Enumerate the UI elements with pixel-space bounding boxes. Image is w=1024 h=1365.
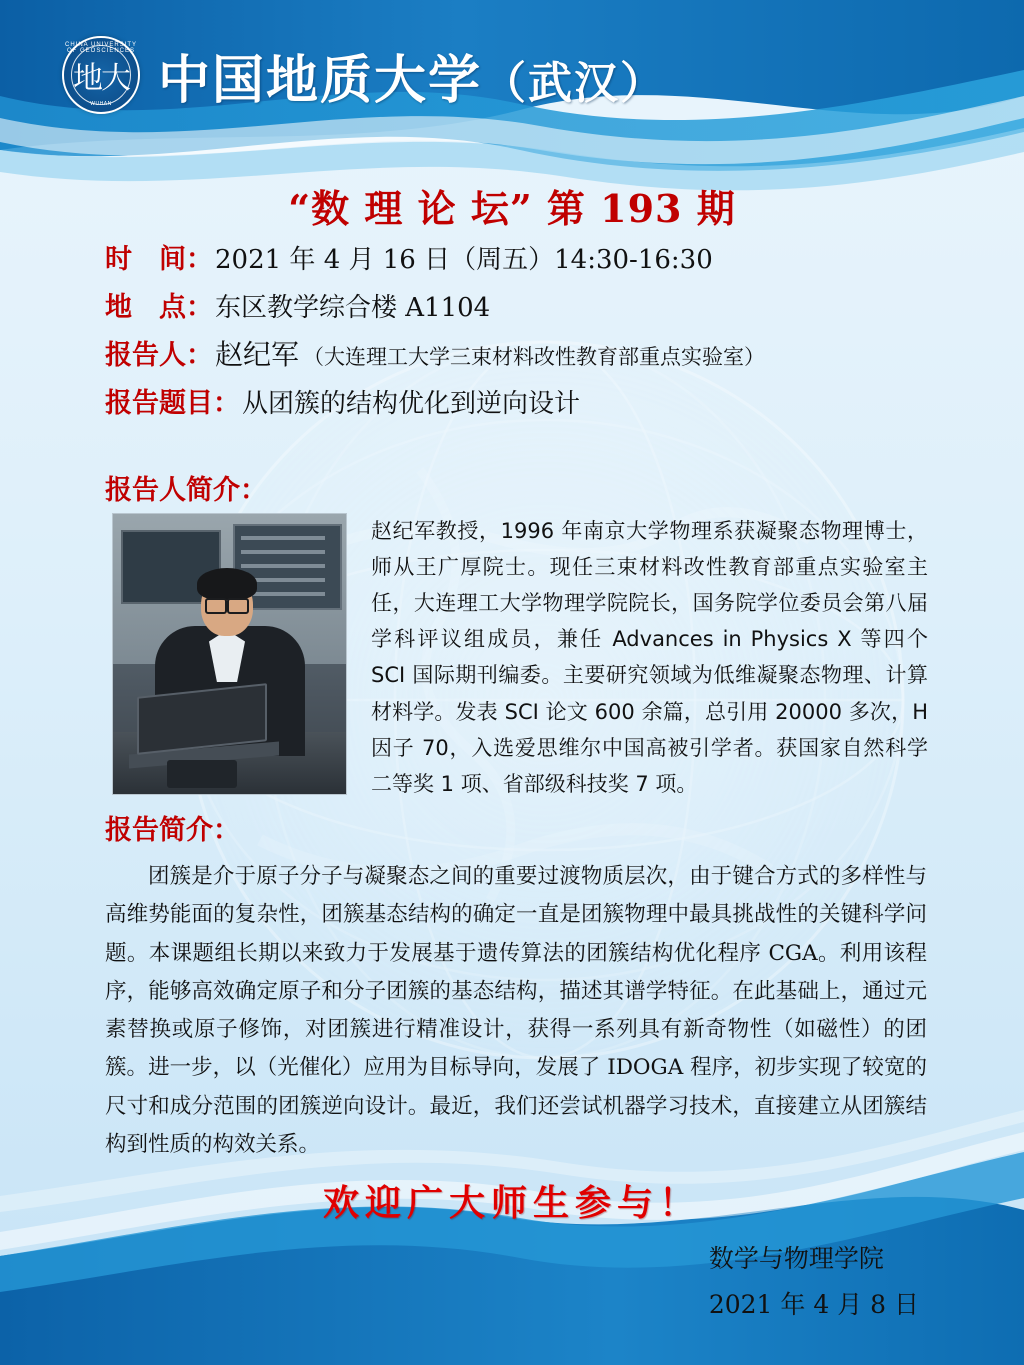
event-info-block — [105, 240, 965, 432]
info-label-speaker: 报告人： — [105, 340, 213, 372]
seal-top-text: CHINA UNIVERSITY OF GEOSCIENCES — [64, 42, 137, 54]
info-row-topic — [105, 384, 965, 424]
university-name — [158, 38, 666, 113]
speaker-section-heading: 报告人简介： — [105, 475, 267, 506]
speaker-section — [112, 513, 928, 802]
info-label-topic: 报告题目： — [105, 387, 240, 419]
signature-date: 2021 年 4 月 8 日 — [708, 1290, 919, 1320]
abstract-section-heading: 报告简介： — [105, 815, 240, 846]
info-value-speaker: 赵纪军 — [215, 338, 300, 372]
info-row-speaker — [105, 335, 965, 376]
seal-bottom-text: WUHAN — [90, 101, 112, 107]
info-value-topic: 从团簇的结构优化到逆向设计 — [242, 388, 581, 419]
signature-block — [709, 1236, 919, 1329]
info-row-place — [105, 288, 965, 328]
poster-header — [0, 0, 1024, 160]
info-value-place: 东区教学综合楼 A1104 — [215, 292, 491, 323]
info-value-speaker-affiliation: （大连理工大学三束材料改性教育部重点实验室） — [303, 345, 766, 370]
speaker-photo — [112, 513, 347, 795]
info-value-time: 2021 年 4 月 16 日（周五）14:30-16:30 — [215, 245, 713, 275]
seal-glyph: 地大 — [73, 61, 129, 96]
university-seal-icon — [62, 36, 140, 114]
university-logo — [62, 36, 666, 114]
speaker-bio: 赵纪军教授，1996 年南京大学物理系获凝聚态物理博士，师从王广厚院士。现任三束材料改性教育部重点实验室主任，大连理工大学物理学院院长，国务院学位委员会第八届学科评议组成员，兼任 Advances in Physics X 等四个 SCI 国际期刊编委。主要研究领域为低维凝聚态物理、计算材料学。发表 SCI 论文 600 余篇，总引用 20000 多次，H 因子 70，入选爱思维尔中国高被引学者。获国家自然科学二等奖 1 项、省部级科技奖 7 项。 — [371, 519, 928, 796]
info-label-time: 时 间： — [105, 244, 213, 275]
info-row-time — [105, 240, 965, 280]
university-name-paren: （武汉） — [482, 57, 667, 109]
page-title: “数 理 论 坛” 第 193 期 — [288, 186, 736, 231]
university-name-main: 中国地质大学 — [158, 49, 483, 111]
info-label-place: 地 点： — [105, 291, 213, 323]
welcome-message: 欢迎广大师生参与！ — [322, 1182, 701, 1224]
signature-organization: 数学与物理学院 — [708, 1244, 884, 1273]
abstract-text: 团簇是介于原子分子与凝聚态之间的重要过渡物质层次，由于键合方式的多样性与高维势能面的复杂性，团簇基态结构的确定一直是团簇物理中最具挑战性的关键科学问题。本课题组长期以来致力于发展基于遗传算法的团簇结构优化程序 CGA。利用该程序，能够高效确定原子和分子团簇的基态结构，描述其谱学特征。在此基础上，通过元素替换或原子修饰，对团簇进行精准设计，获得一系列具有新奇物性（如磁性）的团簇。进一步，以（光催化）应用为目标导向，发展了 IDOGA 程序，初步实现了较宽的尺寸和成分范围的团簇逆向设计。最近，我们还尝试机器学习技术，直接建立从团簇结构到性质的构效关系。 — [105, 864, 927, 1157]
